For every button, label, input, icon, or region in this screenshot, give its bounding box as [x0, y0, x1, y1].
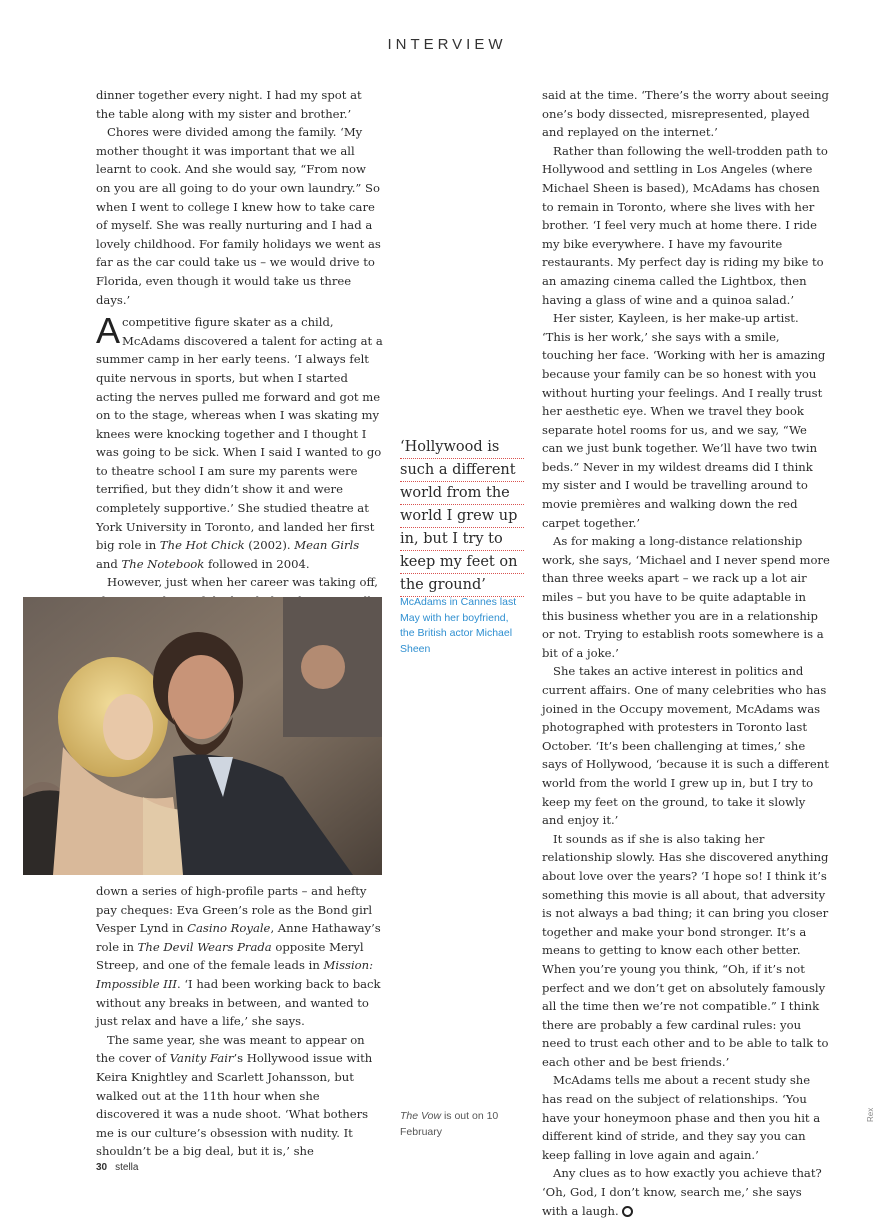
- column-left-bottom: [96, 882, 384, 1161]
- pull-quote-line: ‘Hollywood is: [400, 436, 524, 459]
- end-of-article-icon: [622, 1206, 633, 1217]
- text-run: down a series of high-profile parts – and hefty pay cheques: Eva Green’s role as the Bond girl Vesper Lynd in: [96, 884, 373, 936]
- film-title: Mission: Impossible III: [96, 958, 374, 991]
- paragraph: Chores were divided among the family. ‘My mother thought it was important that we all learnt to cook. And she would say, “From now on you are all going to do your own laundry.” So when I went to college I knew how to take care of myself. She was really nurturing and I had a lovely childhood. For family holidays we went as far as the car could take us – we would drive to Florida, even though it would take us three days.’: [96, 125, 381, 307]
- text-run: competitive figure skater as a child, McAdams discovered a talent for acting at a summer camp in her early teens. ‘I always felt quite nervous in sports, but when I started acting the nerves pulled me forward and got me on to the stage, whereas when I was skating my knees were knocking together and I thought I was going to be sick. When I said I wanted to go to theatre school I am sure my parents were terrified, but they didn’t show it and were completely supportive.’ She studied theatre at York University in Toronto, and landed her first big role in: [96, 315, 383, 553]
- paragraph-dropcap: [96, 310, 384, 573]
- page-number: 30: [96, 1162, 108, 1173]
- text-run: ’s Hollywood issue with Keira Knightley and Scarlett Johansson, but walked out at the 11th hour when she discovered it was a nude shoot. ‘What bothers me is our culture’s obsession with nudity. It shouldn’t be a big deal, but it is,’ she: [96, 1051, 373, 1159]
- pull-quote-line: the ground’: [400, 574, 524, 597]
- film-title: The Hot Chick: [159, 538, 245, 553]
- film-title: The Devil Wears Prada: [137, 939, 272, 954]
- photo-illustration: [23, 597, 382, 875]
- drop-cap: A: [96, 310, 121, 352]
- page-footer: [96, 1162, 138, 1173]
- paragraph: [96, 882, 384, 1031]
- pull-quote-line: world from the: [400, 482, 524, 505]
- paragraph: [96, 1031, 384, 1161]
- text-run: followed in 2004.: [204, 556, 310, 571]
- photo-credit: Rex: [866, 1107, 875, 1122]
- text-run: opposite Meryl Streep, and one of the female leads in: [96, 939, 364, 973]
- photo-caption: McAdams in Cannes last May with her boyfriend, the British actor Michael Sheen: [400, 596, 517, 655]
- section-header: INTERVIEW: [387, 36, 507, 53]
- paragraph: Her sister, Kayleen, is her make-up artist. ‘This is her work,’ she says with a smile, touching her face. ‘Working with her is amazing because your family can be so honest with you without hurting your feelings. And I really trust her aesthetic eye. When we travel they book separate hotel rooms for us, and we say, “We can we just bunk together. We’ll have two twin beds.” Never in my wildest dreams did I think my sister and I would be travelling around to movie premières and walking down the red carpet together.’: [542, 311, 826, 530]
- text-run: The same year, she was meant to appear on the cover of: [96, 1032, 365, 1066]
- paragraph: As for making a long-distance relationship work, she says, ‘Michael and I never spend more than three weeks apart – we rack up a lot air miles – but you have to be quite adaptable in this business whether you are in a relationship or not. Trying to establish roots somewhere is a bit of a joke.’: [542, 534, 830, 660]
- paragraph: She takes an active interest in politics and current affairs. One of many celebrities who has joined in the Occupy movement, McAdams was photographed with protesters in Toronto last October. ‘It’s been challenging at times,’ she says of Hollywood, ‘because it is such a different world from the world I grew up in, but I try to keep my feet on the ground, to take it slowly and enjoy it.’: [542, 664, 829, 828]
- column-right: [542, 86, 830, 1220]
- text-run: and: [96, 556, 122, 571]
- paragraph: It sounds as if she is also taking her relationship slowly. Has she discovered anything about love over the years? ‘I hope so! I think it’s something this movie is all about, that adversity is not always a bad thing; it can bring you closer together and make your bond stronger. It’s a means to getting to know each other better. When you’re young you think, “Oh, if it’s not perfect and we don’t get on absolutely famously all the time then we’re not compatible.” I think there are probably a few cardinal rules: you need to trust each other and to be able to talk to each other and be best friends.’: [542, 831, 829, 1069]
- photo-couple-cannes: [23, 597, 382, 875]
- column-left-top: [96, 86, 384, 629]
- paragraph: [542, 1164, 830, 1220]
- pull-quote-line: world I grew up: [400, 505, 524, 528]
- film-title: Casino Royale: [187, 921, 271, 936]
- paragraph: dinner together every night. I had my spot at the table along with my sister and brother.’: [96, 88, 362, 121]
- paragraph: McAdams tells me about a recent study she has read on the subject of relationships. ‘You have your honeymoon phase and then you hit a different kind of stride, and they say you can keep falling in love again and again.’: [542, 1073, 821, 1162]
- magazine-name: stella: [115, 1162, 139, 1173]
- pull-quote-line: in, but I try to: [400, 528, 524, 551]
- text-run: Any clues as to how exactly you achieve that? ‘Oh, God, I don’t know, search me,’ she says with a laugh.: [542, 1166, 822, 1218]
- text-run: (2002).: [244, 538, 295, 553]
- paragraph: However, just when her career was taking off,: [107, 575, 378, 590]
- film-title: The Vow: [400, 1110, 442, 1122]
- pull-quote: [400, 436, 524, 597]
- release-note: [400, 1109, 520, 1140]
- film-title: The Notebook: [121, 556, 205, 571]
- film-title: Mean Girls: [294, 538, 360, 553]
- pull-quote-line: keep my feet on: [400, 551, 524, 574]
- text-run: is out on 10 February: [400, 1110, 499, 1138]
- text-run: . ‘I had been working back to back without any breaks in between, and wanted to just relax and have a life,’ she says.: [96, 976, 381, 1029]
- text-run: , Anne Hathaway’s role in: [96, 921, 381, 954]
- paragraph: Rather than following the well-trodden path to Hollywood and settling in Los Angeles (where Michael Sheen is based), McAdams has chosen to remain in Toronto, where she lives with her brother. ‘I feel very much at home there. I ride my bike everywhere. I have my favourite restaurants. My perfect day is riding my bike to an amazing cinema called the Lightbox, then having a glass of wine and a quinoa salad.’: [542, 143, 828, 307]
- magazine-title: Vanity Fair: [169, 1051, 234, 1066]
- pull-quote-line: such a different: [400, 459, 524, 482]
- paragraph: said at the time. ‘There’s the worry about seeing one’s body dissected, misrepresented, played and replayed on the internet.’: [542, 88, 829, 140]
